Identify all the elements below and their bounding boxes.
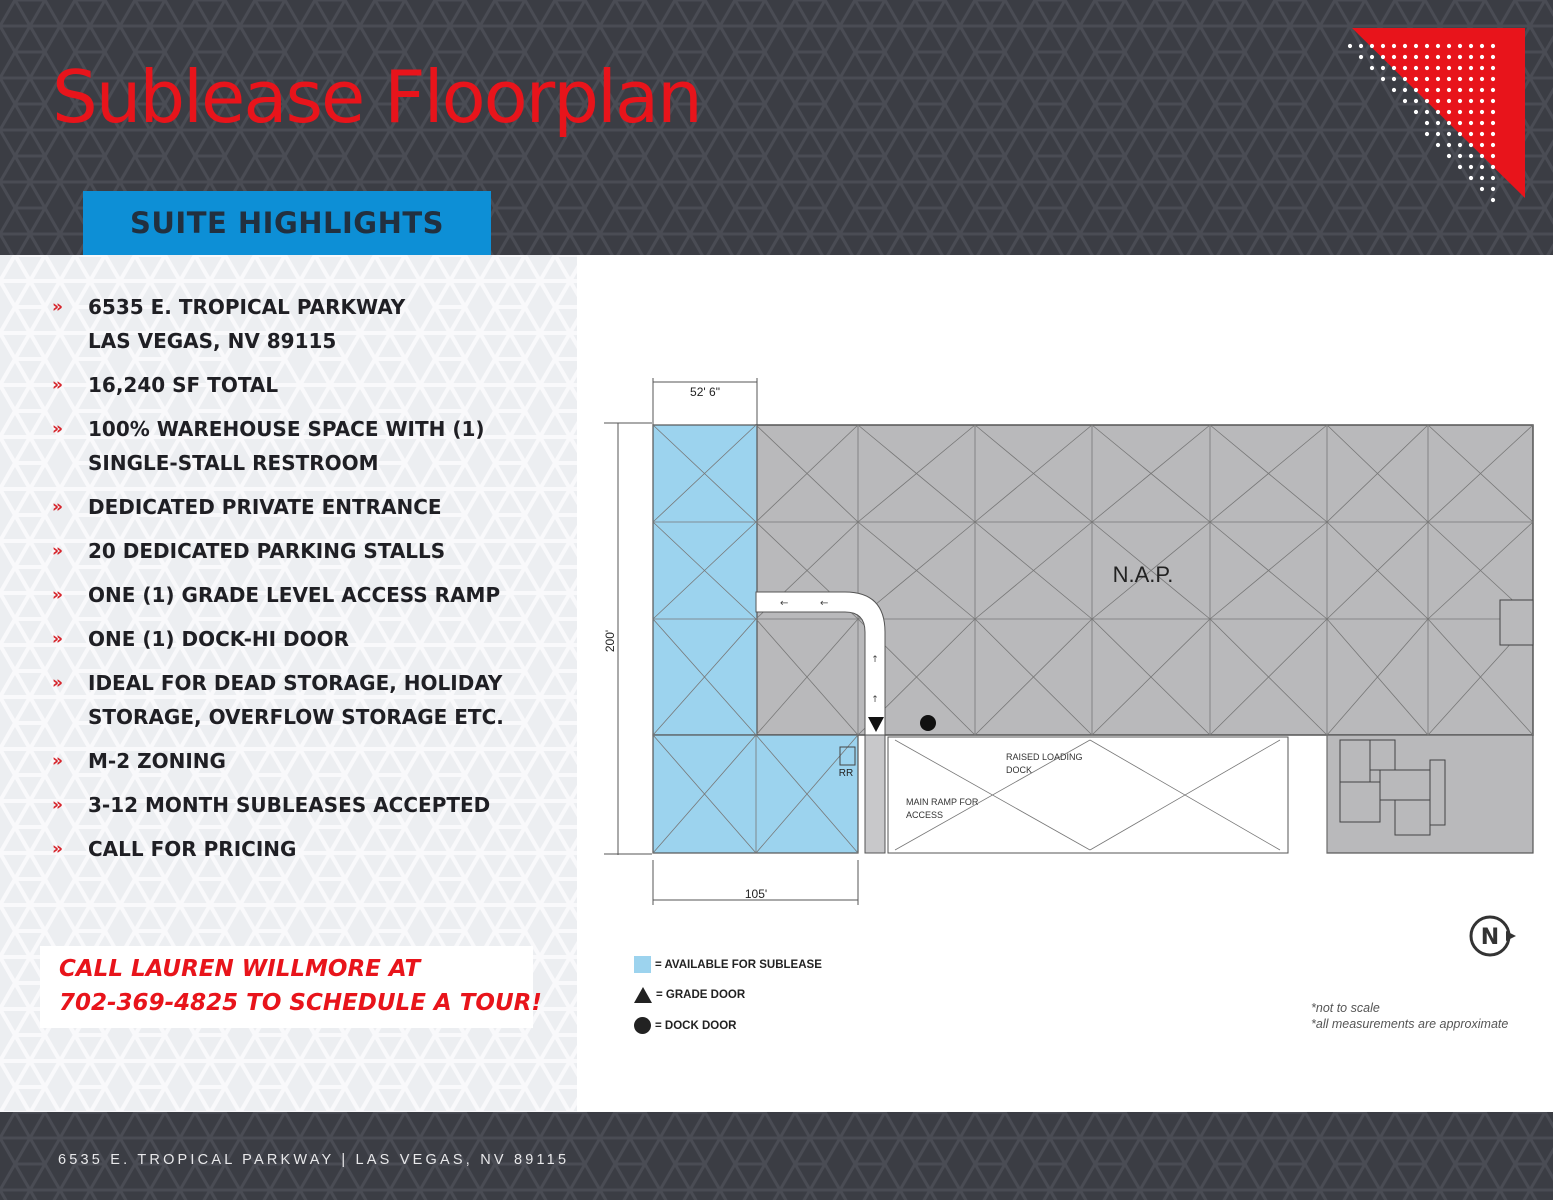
legend-dock-door-label: = DOCK DOOR [655,1019,737,1032]
decorative-dot [1414,66,1418,70]
scale-notes [1311,1000,1508,1032]
decorative-dot [1469,88,1473,92]
legend-available [634,956,822,973]
decorative-dot [1458,110,1462,114]
highlight-item [50,412,570,480]
decorative-dot [1491,143,1495,147]
legend-grade-door [634,987,745,1003]
decorative-dot [1348,44,1352,48]
decorative-dot [1469,176,1473,180]
note-approximate: *all measurements are approximate [1311,1017,1509,1031]
decorative-dot [1458,165,1462,169]
decorative-dot [1447,44,1451,48]
decorative-dot [1447,77,1451,81]
highlight-text: ONE (1) GRADE LEVEL ACCESS RAMP [88,583,501,607]
bullet-chevron-icon: » [52,629,63,649]
highlight-item [50,788,570,822]
highlight-item [50,290,570,358]
decorative-dot [1447,132,1451,136]
decorative-dot [1458,132,1462,136]
decorative-dot [1480,110,1484,114]
dock-door-circle-icon [634,1017,651,1034]
dimension-top: 52' 6" [690,385,720,399]
note-not-to-scale: *not to scale [1311,1001,1380,1015]
decorative-dot [1403,77,1407,81]
decorative-dot [1491,88,1495,92]
bullet-chevron-icon: » [52,541,63,561]
decorative-dot [1491,66,1495,70]
decorative-dot [1491,110,1495,114]
decorative-dot [1403,99,1407,103]
decorative-dot [1403,44,1407,48]
decorative-dot [1480,132,1484,136]
decorative-dot [1469,66,1473,70]
decorative-dot [1447,99,1451,103]
ramp-arrow-left-icon: ← [780,598,789,609]
decorative-dot [1480,44,1484,48]
decorative-dot [1469,165,1473,169]
highlight-text: 20 DEDICATED PARKING STALLS [88,539,446,563]
decorative-dot [1425,55,1429,59]
highlight-text: ONE (1) DOCK-HI DOOR [88,627,350,651]
decorative-dot [1469,99,1473,103]
grade-door-triangle-icon [634,987,652,1003]
dock-door-icon [920,715,936,731]
decorative-dot [1381,66,1385,70]
raised-dock-label-2: DOCK [1006,765,1033,775]
decorative-dot [1436,44,1440,48]
decorative-dot [1447,110,1451,114]
decorative-dot [1480,55,1484,59]
decorative-dot [1414,44,1418,48]
decorative-dot [1392,66,1396,70]
decorative-dot [1381,55,1385,59]
decorative-dot [1414,99,1418,103]
decorative-dot [1458,77,1462,81]
highlight-item [50,666,570,734]
decorative-dot [1458,121,1462,125]
highlight-text: CALL FOR PRICING [88,837,297,861]
decorative-dot [1491,44,1495,48]
decorative-dot [1392,77,1396,81]
decorative-dot [1480,121,1484,125]
decorative-dot [1436,55,1440,59]
decorative-dot [1458,154,1462,158]
decorative-dot [1458,55,1462,59]
ramp-arrow-left-icon: ← [820,598,829,609]
available-area-upper [653,425,757,735]
bullet-chevron-icon: » [52,673,63,693]
decorative-dot [1359,44,1363,48]
decorative-dot [1392,44,1396,48]
highlight-text: 3-12 MONTH SUBLEASES ACCEPTED [88,793,491,817]
decorative-dot [1491,77,1495,81]
highlight-item [50,368,570,402]
decorative-dot [1436,132,1440,136]
legend-dock-door [634,1017,736,1034]
highlight-item [50,744,570,778]
highlight-text: 100% WAREHOUSE SPACE WITH (1) [88,417,485,441]
decorative-dot [1469,121,1473,125]
decorative-dot [1414,77,1418,81]
decorative-dot [1480,154,1484,158]
highlight-text: 6535 E. TROPICAL PARKWAY [88,295,406,319]
bullet-chevron-icon: » [52,419,63,439]
decorative-dot [1425,121,1429,125]
highlight-item [50,622,570,656]
highlight-item [50,490,570,524]
decorative-dot [1491,55,1495,59]
decorative-dot [1480,88,1484,92]
decorative-dot [1491,187,1495,191]
decorative-dot [1458,66,1462,70]
highlight-text-line2: SINGLE-STALL RESTROOM [88,451,379,475]
highlights-list [50,290,570,876]
decorative-dot [1480,143,1484,147]
decorative-dot [1370,66,1374,70]
decorative-dot [1436,143,1440,147]
bullet-chevron-icon: » [52,585,63,605]
decorative-dot [1480,99,1484,103]
decorative-dot [1469,110,1473,114]
decorative-dot [1458,88,1462,92]
north-compass-icon [1468,913,1518,959]
highlight-text: DEDICATED PRIVATE ENTRANCE [88,495,442,519]
legend-grade-door-label: = GRADE DOOR [656,989,746,1001]
decorative-dot [1491,132,1495,136]
header-banner [0,0,1553,255]
decorative-dot [1491,154,1495,158]
decorative-dot [1458,143,1462,147]
decorative-dot [1480,66,1484,70]
decorative-dot [1469,55,1473,59]
decorative-dot [1392,55,1396,59]
east-entry [1500,600,1533,645]
nap-label: N.A.P. [1112,562,1174,587]
restroom-label: RR [838,768,854,779]
available-swatch-icon [634,956,651,973]
cta-line-1: CALL LAUREN WILLMORE AT [59,956,421,982]
highlight-item [50,578,570,612]
decorative-dot [1403,88,1407,92]
decorative-dot [1447,66,1451,70]
page-title: Sublease Floorplan [52,55,701,139]
decorative-dot [1480,77,1484,81]
bullet-chevron-icon: » [52,297,63,317]
suite-highlights-label: SUITE HIGHLIGHTS [129,206,445,240]
decorative-dot [1381,77,1385,81]
decorative-dot [1447,121,1451,125]
decorative-dot [1425,77,1429,81]
dimension-left: 200' [603,629,617,653]
decorative-dot [1458,99,1462,103]
decorative-dot [1403,55,1407,59]
raised-loading-dock [888,737,1288,853]
main-ramp-lower [865,735,885,853]
decorative-dot [1359,55,1363,59]
bullet-chevron-icon: » [52,497,63,517]
suite-highlights-tab [83,191,491,255]
decorative-dot [1425,132,1429,136]
decorative-dot [1480,187,1484,191]
legend-available-label: = AVAILABLE FOR SUBLEASE [655,958,822,971]
decorative-dot [1425,99,1429,103]
raised-dock-label: RAISED LOADING [1006,752,1083,762]
corner-triangle-graphic [1330,20,1530,220]
decorative-dot [1436,121,1440,125]
bullet-chevron-icon: » [52,839,63,859]
highlight-item [50,832,570,866]
highlight-text: M-2 ZONING [88,749,226,773]
decorative-dot [1447,143,1451,147]
compass-letter: N [1480,925,1500,950]
bullet-chevron-icon: » [52,375,63,395]
decorative-dot [1436,77,1440,81]
ramp-arrow-up-icon: ↑ [871,655,879,665]
cta-phone-line[interactable]: 702-369-4825 TO SCHEDULE A TOUR! [59,990,542,1016]
decorative-dot [1425,66,1429,70]
decorative-dot [1447,55,1451,59]
decorative-dot [1425,88,1429,92]
decorative-dot [1491,99,1495,103]
decorative-dot [1480,165,1484,169]
call-to-action-box [40,946,542,1028]
highlight-item [50,534,570,568]
ramp-label: MAIN RAMP FOR [906,797,979,807]
decorative-dot [1469,143,1473,147]
decorative-dot [1403,66,1407,70]
decorative-dot [1469,132,1473,136]
highlight-text-line2: LAS VEGAS, NV 89115 [88,329,337,353]
decorative-dot [1436,88,1440,92]
decorative-dot [1469,154,1473,158]
decorative-dot [1425,110,1429,114]
decorative-dot [1414,55,1418,59]
decorative-dot [1469,44,1473,48]
decorative-dot [1436,99,1440,103]
decorative-dot [1469,77,1473,81]
decorative-dot [1447,88,1451,92]
floorplan-drawing [590,370,1550,910]
highlight-text: IDEAL FOR DEAD STORAGE, HOLIDAY [88,671,503,695]
decorative-dot [1436,66,1440,70]
decorative-dot [1392,88,1396,92]
available-area-lower [653,735,858,853]
decorative-dot [1370,55,1374,59]
bullet-chevron-icon: » [52,751,63,771]
decorative-dot [1370,44,1374,48]
footer-address: 6535 E. TROPICAL PARKWAY | LAS VEGAS, NV 89115 [58,1152,570,1168]
decorative-dot [1491,165,1495,169]
decorative-dot [1458,44,1462,48]
decorative-dot [1425,44,1429,48]
decorative-dot [1491,198,1495,202]
dimension-bottom: 105' [744,887,768,901]
bullet-chevron-icon: » [52,795,63,815]
decorative-dot [1447,154,1451,158]
decorative-dot [1436,110,1440,114]
ramp-arrow-up-icon: ↑ [871,695,879,705]
decorative-dot [1414,110,1418,114]
decorative-dot [1414,88,1418,92]
decorative-dot [1491,121,1495,125]
highlight-text: 16,240 SF TOTAL [88,373,279,397]
decorative-dot [1480,176,1484,180]
decorative-dot [1491,176,1495,180]
ramp-label-2: ACCESS [906,810,944,820]
decorative-dot [1381,44,1385,48]
highlight-text-line2: STORAGE, OVERFLOW STORAGE ETC. [88,705,504,729]
